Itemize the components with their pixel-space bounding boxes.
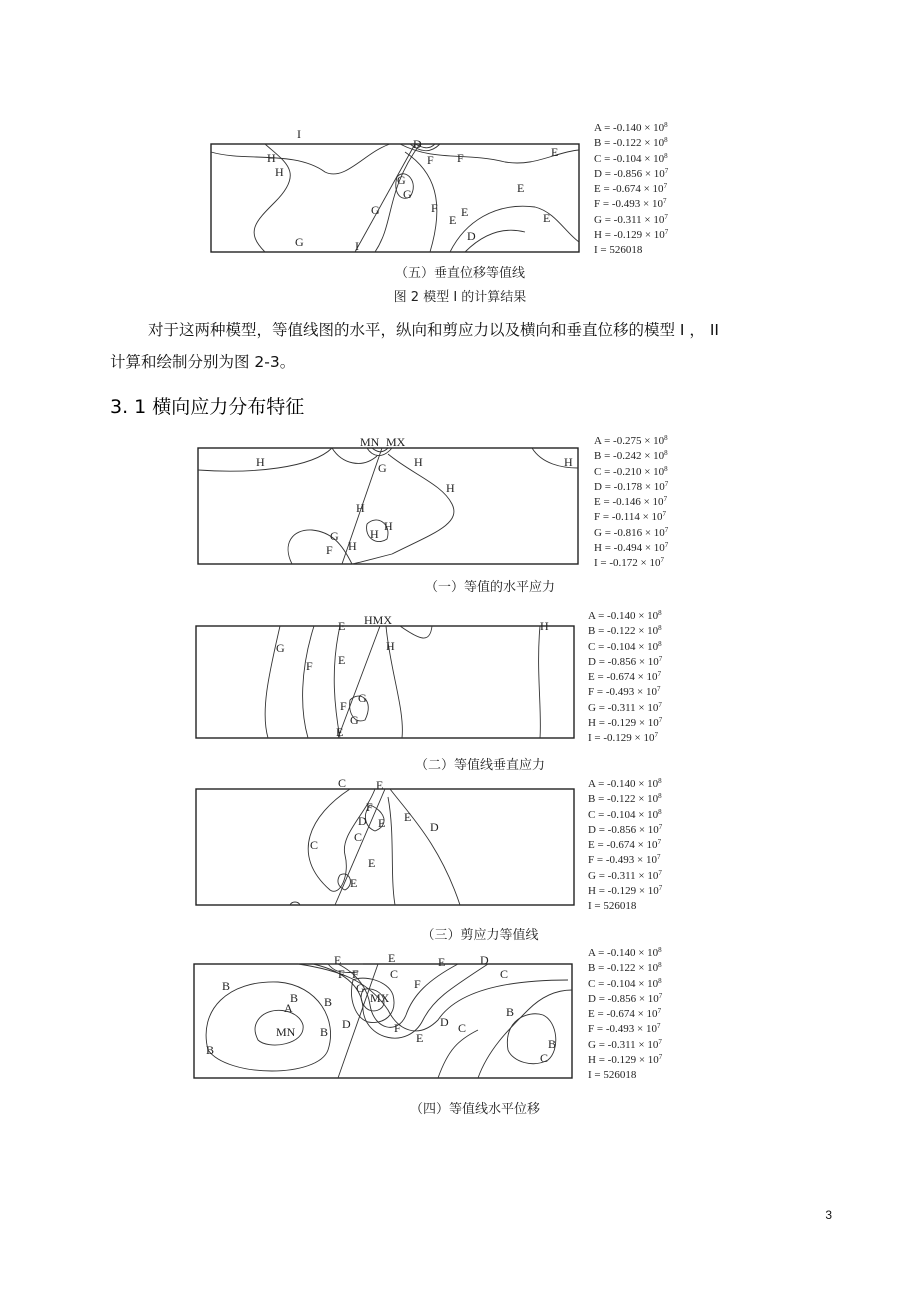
contour-label: E (376, 778, 384, 792)
legend-row (588, 1068, 662, 1083)
legend-row (588, 977, 662, 992)
contour-label: D (358, 814, 367, 828)
legend-value: = -0.129 × 10 (604, 229, 665, 242)
legend-value: = -0.311 × 10 (598, 869, 659, 882)
legend-row (588, 609, 662, 624)
contour-label: D (413, 137, 422, 151)
figure-vertical-stress (190, 610, 586, 745)
legend-row (594, 228, 668, 243)
legend-row (588, 777, 662, 792)
legend-value: = -0.856 × 10 (598, 823, 659, 836)
legend-row (594, 136, 668, 151)
legend-row (588, 1053, 662, 1068)
legend-value: = -0.674 × 10 (597, 839, 658, 852)
legend-letter: D (588, 655, 599, 668)
legend-row (588, 899, 662, 914)
legend-exponent: 8 (658, 807, 662, 816)
legend-value: = -0.129 × 10 (598, 717, 659, 730)
legend-value: = -0.114 × 10 (602, 511, 663, 524)
legend-exponent: 8 (664, 464, 668, 473)
legend-exponent: 8 (664, 151, 668, 160)
legend-row (588, 1038, 662, 1053)
contour-label: B (206, 1043, 215, 1057)
legend-exponent: 8 (664, 449, 668, 458)
contour-label: H (256, 455, 265, 469)
contour-label: B (506, 1005, 515, 1019)
legend-value: = -0.129 × 10 (594, 732, 655, 745)
legend-exponent: 7 (658, 991, 663, 1000)
legend-value: = -0.146 × 10 (603, 496, 664, 509)
legend-row (594, 213, 668, 228)
contour-plot (190, 610, 586, 745)
contour-label: F (394, 1021, 401, 1035)
figure-2-caption: 图 2 模型 I 的计算结果 (393, 290, 527, 305)
legend-value: = -0.674 × 10 (597, 1008, 658, 1021)
contour-label: E (388, 951, 396, 965)
legend-exponent: 7 (663, 495, 668, 504)
legend-exponent: 7 (664, 525, 669, 534)
legend-row (594, 197, 668, 212)
legend-value: = -0.122 × 10 (598, 962, 659, 975)
figure-horizontal-stress (192, 434, 588, 569)
contour-label: B (222, 979, 231, 993)
contour-label: E (416, 1031, 424, 1045)
contour-label: D (430, 820, 439, 834)
legend-row (588, 838, 662, 853)
legend-exponent: 7 (658, 884, 663, 893)
legend-row (594, 152, 668, 167)
contour-label: MX (370, 991, 390, 1005)
contour-label: G (358, 691, 367, 705)
legend-value: = -0.311 × 10 (598, 1038, 659, 1051)
legend-letter: F (588, 1023, 597, 1036)
legend-value: = -0.311 × 10 (598, 701, 659, 714)
legend-row (588, 670, 662, 685)
legend-row (594, 449, 668, 464)
contour-label: G (403, 187, 412, 201)
legend-exponent: 7 (656, 853, 661, 862)
legend-row (588, 792, 662, 807)
contour-label: E (334, 953, 342, 967)
legend-letter: H (594, 542, 605, 555)
legend-exponent: 7 (664, 479, 669, 488)
legend-letter: I (594, 244, 601, 257)
legend-letter: I (588, 1069, 595, 1082)
legend-value: = -0.493 × 10 (596, 1023, 657, 1036)
contour-label: B (290, 991, 299, 1005)
legend-row (588, 640, 662, 655)
contour-label: B (324, 995, 333, 1009)
legend-letter: D (588, 992, 599, 1005)
contour-label: H (414, 455, 423, 469)
legend-letter: C (588, 640, 599, 653)
legend-letter: A (588, 947, 599, 959)
legend-exponent: 8 (658, 777, 662, 785)
legend-letter: G (588, 1038, 599, 1051)
legend-letter: E (594, 183, 604, 196)
legend-exponent: 7 (658, 822, 663, 831)
legend-row (588, 701, 662, 716)
legend-value: = -0.104 × 10 (598, 977, 659, 990)
contour-label: D (467, 229, 476, 243)
legend-value: = 526018 (594, 1069, 637, 1082)
legend-value: = -0.242 × 10 (604, 450, 665, 463)
contour-label: H (386, 639, 395, 653)
legend-letter: I (588, 900, 595, 913)
legend-value: = -0.140 × 10 (598, 610, 659, 622)
legend-row (594, 243, 668, 258)
legend-letter: H (588, 717, 599, 730)
figure-caption: （五）垂直位移等值线 (394, 266, 525, 281)
contour-plot (188, 950, 584, 1085)
section-heading: 3. 1 横向应力分布特征 (110, 396, 305, 418)
contour-label: E (438, 955, 446, 969)
legend-exponent: 7 (654, 731, 658, 740)
legend-value: = -0.172 × 10 (600, 557, 661, 570)
legend-row (588, 823, 662, 838)
legend-exponent: 7 (657, 838, 662, 847)
legend-value: = -0.674 × 10 (597, 671, 658, 684)
legend-letter: A (588, 610, 599, 622)
legend-letter: H (594, 229, 605, 242)
legend-exponent: 7 (662, 197, 667, 206)
contour-legend (588, 777, 662, 915)
legend-exponent: 8 (658, 946, 662, 954)
contour-label: E (449, 213, 457, 227)
contour-label: E (461, 205, 469, 219)
legend-letter: I (594, 557, 601, 570)
contour-plot (192, 434, 588, 569)
legend-letter: C (588, 977, 599, 990)
contour-label: F (306, 659, 313, 673)
legend-value: = -0.856 × 10 (598, 992, 659, 1005)
legend-letter: F (594, 198, 603, 211)
legend-row (588, 961, 662, 976)
legend-letter: D (594, 480, 605, 493)
contour-label: G (330, 529, 339, 543)
contour-label: G (356, 981, 365, 995)
figure-caption: （四）等值线水平位移 (409, 1102, 540, 1117)
legend-exponent: 8 (664, 136, 668, 145)
legend-value: = -0.493 × 10 (602, 198, 663, 211)
contour-label: A (284, 1001, 293, 1015)
contour-label: F (352, 967, 359, 981)
legend-row (594, 556, 668, 571)
legend-value: = -0.210 × 10 (604, 465, 665, 478)
contour-label: D (440, 1015, 449, 1029)
contour-label: H (348, 539, 357, 553)
legend-exponent: 7 (662, 510, 667, 519)
contour-label: H (275, 165, 284, 179)
legend-exponent: 7 (656, 1022, 661, 1031)
legend-exponent: 8 (664, 121, 668, 129)
legend-value: = -0.122 × 10 (604, 137, 665, 150)
legend-row (594, 465, 668, 480)
legend-exponent: 7 (656, 685, 661, 694)
legend-row (588, 869, 662, 884)
legend-value: = -0.140 × 10 (598, 778, 659, 790)
legend-row (594, 121, 668, 136)
legend-row (588, 685, 662, 700)
legend-value: = 526018 (594, 900, 637, 913)
legend-value: = -0.856 × 10 (604, 167, 665, 180)
legend-letter: E (594, 496, 604, 509)
contour-label: C (338, 776, 347, 790)
legend-letter: I (588, 732, 595, 745)
contour-label: F (326, 543, 333, 557)
legend-value: = -0.140 × 10 (598, 947, 659, 959)
legend-row (588, 1022, 662, 1037)
legend-value: = -0.104 × 10 (604, 152, 665, 165)
legend-exponent: 7 (658, 700, 662, 709)
legend-value: = 526018 (600, 244, 643, 257)
contour-label: H (356, 501, 365, 515)
legend-exponent: 8 (658, 792, 662, 801)
legend-exponent: 8 (658, 961, 662, 970)
figure-caption: （三）剪应力等值线 (421, 928, 539, 943)
legend-exponent: 7 (664, 212, 668, 221)
legend-row (594, 182, 668, 197)
legend-exponent: 8 (658, 609, 662, 617)
legend-value: = -0.816 × 10 (604, 526, 665, 539)
legend-row (588, 808, 662, 823)
contour-label: I (355, 239, 359, 253)
legend-row (588, 946, 662, 961)
legend-row (588, 1007, 662, 1022)
legend-letter: A (588, 778, 599, 790)
contour-label: E (404, 810, 412, 824)
legend-value: = -0.122 × 10 (598, 793, 659, 806)
contour-label: F (340, 699, 347, 713)
legend-exponent: 7 (657, 1007, 662, 1016)
contour-label: E (551, 145, 559, 159)
contour-label: MX (386, 435, 406, 449)
contour-label: H (267, 151, 276, 165)
contour-label: MN (276, 1025, 296, 1039)
contour-legend (588, 946, 662, 1084)
contour-label: C (390, 967, 399, 981)
legend-row (594, 541, 668, 556)
legend-letter: B (588, 625, 599, 638)
legend-letter: C (588, 808, 599, 821)
legend-letter: D (594, 167, 605, 180)
figure-vertical-displacement (205, 122, 585, 257)
legend-exponent: 8 (658, 976, 662, 985)
legend-letter: G (594, 526, 605, 539)
legend-exponent: 7 (664, 541, 669, 550)
contour-label: F (431, 201, 438, 215)
legend-row (594, 480, 668, 495)
figure-caption: （二）等值线垂直应力 (414, 758, 545, 773)
contour-label: H (446, 481, 455, 495)
legend-row (588, 884, 662, 899)
legend-row (588, 992, 662, 1007)
contour-label: C (310, 838, 319, 852)
contour-label: F (338, 967, 345, 981)
legend-letter: E (588, 839, 598, 852)
legend-exponent: 7 (658, 868, 662, 877)
contour-label: G (276, 641, 285, 655)
legend-exponent: 8 (658, 624, 662, 633)
legend-letter: F (588, 686, 597, 699)
contour-label: G (371, 203, 380, 217)
legend-letter: B (594, 137, 605, 150)
legend-exponent: 7 (658, 716, 663, 725)
legend-exponent: 7 (658, 1053, 663, 1062)
paragraph-line-1: 对于这两种模型，等值线图的水平，纵向和剪应力以及横向和垂直位移的模型 I ， II (148, 321, 719, 339)
legend-value: = -0.104 × 10 (598, 808, 659, 821)
page-number: 3 (825, 1208, 832, 1222)
contour-label: C (354, 830, 363, 844)
contour-label: HMX (364, 613, 393, 627)
contour-legend (594, 434, 668, 572)
contour-label: F (427, 153, 434, 167)
legend-letter: H (588, 1054, 599, 1067)
contour-label: F (414, 977, 421, 991)
legend-row (594, 167, 668, 182)
contour-label: E (350, 876, 358, 890)
contour-legend (594, 121, 668, 259)
contour-label: C (540, 1051, 549, 1065)
legend-exponent: 7 (664, 228, 669, 237)
contour-label: E (517, 181, 525, 195)
paragraph-line-2: 计算和绘制分别为图 2-3。 (110, 353, 296, 371)
legend-letter: A (594, 122, 605, 134)
legend-value: = -0.674 × 10 (603, 183, 664, 196)
contour-label: D (480, 953, 489, 967)
figure-horizontal-displacement (188, 950, 584, 1085)
figure-caption: （一）等值的水平应力 (424, 580, 555, 595)
legend-value: = -0.129 × 10 (598, 885, 659, 898)
contour-label: E (338, 653, 346, 667)
legend-letter: C (594, 465, 605, 478)
legend-letter: E (588, 671, 598, 684)
contour-label: E (338, 619, 346, 633)
legend-row (588, 624, 662, 639)
contour-label: B (548, 1037, 557, 1051)
contour-label: C (458, 1021, 467, 1035)
legend-exponent: 8 (664, 434, 668, 442)
contour-label: I (297, 127, 301, 141)
legend-letter: H (588, 885, 599, 898)
legend-value: = -0.493 × 10 (596, 686, 657, 699)
contour-label: E (543, 211, 551, 225)
legend-value: = -0.493 × 10 (596, 854, 657, 867)
legend-letter: F (594, 511, 603, 524)
legend-exponent: 7 (660, 556, 664, 565)
contour-label: H (370, 527, 379, 541)
contour-label: G (295, 235, 304, 249)
legend-exponent: 7 (664, 166, 669, 175)
legend-value: = -0.494 × 10 (604, 542, 665, 555)
contour-plot (205, 122, 585, 257)
contour-legend (588, 609, 662, 747)
contour-label: MN (360, 435, 380, 449)
legend-exponent: 7 (663, 182, 668, 191)
contour-label: E (378, 816, 386, 830)
legend-row (588, 853, 662, 868)
legend-value: = -0.275 × 10 (604, 435, 665, 447)
legend-row (588, 655, 662, 670)
legend-value: = -0.311 × 10 (604, 213, 665, 226)
legend-letter: D (588, 823, 599, 836)
contour-label: F (457, 151, 464, 165)
legend-letter: G (594, 213, 605, 226)
legend-row (594, 434, 668, 449)
legend-letter: G (588, 869, 599, 882)
legend-letter: B (594, 450, 605, 463)
contour-label: G (378, 461, 387, 475)
legend-value: = -0.129 × 10 (598, 1054, 659, 1067)
contour-label: H (564, 455, 573, 469)
legend-value: = -0.122 × 10 (598, 625, 659, 638)
legend-exponent: 7 (658, 1037, 662, 1046)
legend-value: = -0.104 × 10 (598, 640, 659, 653)
legend-value: = -0.856 × 10 (598, 655, 659, 668)
legend-letter: E (588, 1008, 598, 1021)
legend-letter: G (588, 701, 599, 714)
legend-letter: C (594, 152, 605, 165)
legend-row (588, 716, 662, 731)
figure-shear-stress (190, 775, 586, 910)
legend-value: = -0.178 × 10 (604, 480, 665, 493)
contour-label: G (397, 173, 406, 187)
contour-label: H (540, 619, 549, 633)
legend-value: = -0.140 × 10 (604, 122, 665, 134)
legend-letter: B (588, 793, 599, 806)
legend-exponent: 8 (658, 639, 662, 648)
legend-exponent: 7 (658, 654, 663, 663)
contour-label: D (342, 1017, 351, 1031)
contour-label: F (366, 800, 373, 814)
contour-label: B (320, 1025, 329, 1039)
contour-label: C (500, 967, 509, 981)
legend-row (588, 731, 662, 746)
contour-label: E (336, 725, 344, 739)
legend-exponent: 7 (657, 670, 662, 679)
contour-label: H (384, 519, 393, 533)
legend-row (594, 495, 668, 510)
legend-letter: A (594, 435, 605, 447)
legend-row (594, 526, 668, 541)
contour-label: G (350, 713, 359, 727)
legend-letter: B (588, 962, 599, 975)
contour-plot (190, 775, 586, 910)
contour-label: E (368, 856, 376, 870)
legend-row (594, 510, 668, 525)
legend-letter: F (588, 854, 597, 867)
